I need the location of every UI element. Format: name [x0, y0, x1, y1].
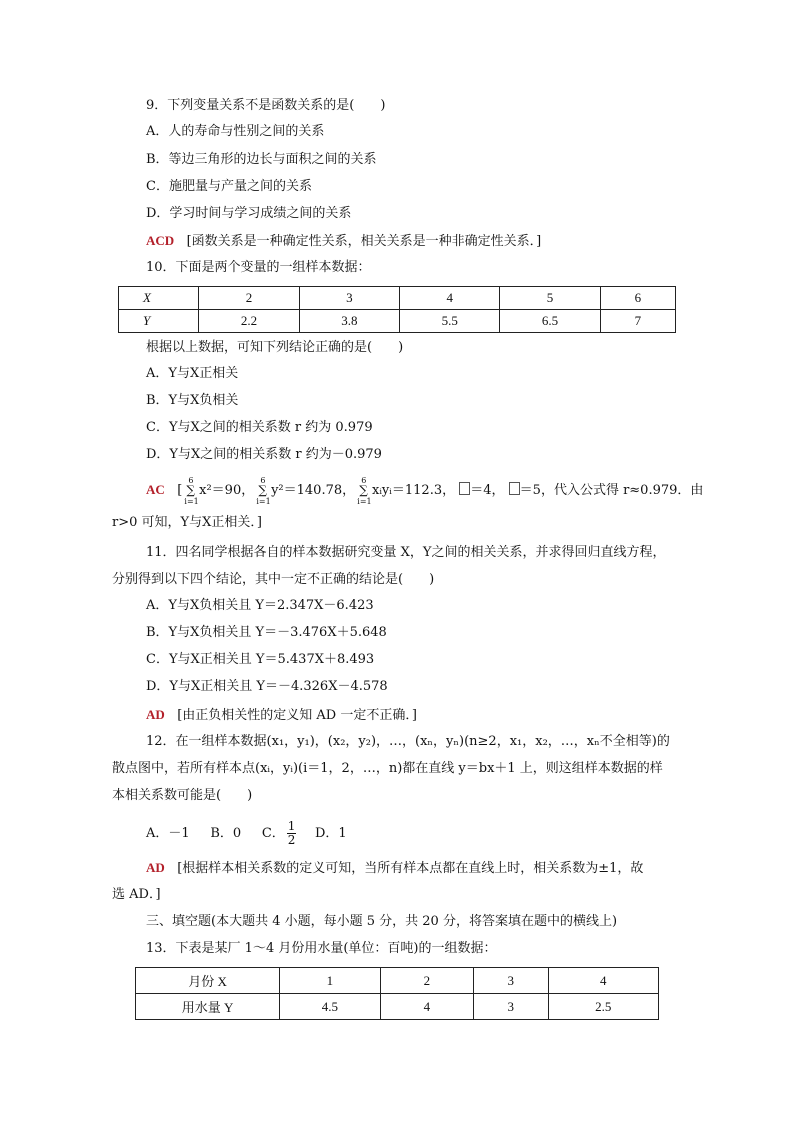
q12-option-c: C． [261, 826, 285, 841]
table-cell: 5.5 [400, 310, 500, 333]
q11-explanation: [由正负相关性的定义知 AD 一定不正确．] [177, 708, 417, 723]
q10-lead: 根据以上数据，可知下列结论正确的是( ) [146, 340, 404, 355]
table-cell: 5 [500, 287, 600, 310]
q9-answer: ACD [146, 233, 175, 248]
sum-bottom: i=1 [184, 497, 199, 506]
q11-answer-line [146, 706, 417, 725]
fraction-denominator: 2 [287, 833, 296, 847]
sum-bottom: i=1 [357, 497, 372, 506]
q12-stem-line2: 散点图中，若所有样本点(xᵢ，yᵢ)(i＝1，2，…，n)都在直线 y＝bx＋1 上，则这组样本数据的样 [112, 761, 663, 776]
sum-top: 6 [188, 476, 194, 485]
q12-answer-line [146, 859, 643, 878]
q12-options [146, 820, 347, 847]
q9-explanation: [函数关系是一种确定性关系，相关关系是一种非确定性关系．] [186, 234, 542, 249]
fraction-numerator: 1 [287, 819, 296, 833]
q11-option-c: C．Y与X正相关且 Y＝5.437X＋8.493 [146, 652, 375, 667]
table-row [119, 287, 676, 310]
q10-explain-d: ＝4， [470, 483, 505, 498]
q11-stem-line2: 分别得到以下四个结论，其中一定不正确的结论是( ) [112, 572, 435, 587]
table-row [119, 310, 676, 333]
q12-explanation-line2: 选 AD．] [112, 887, 161, 902]
q11-stem-line1: 11．四名同学根据各自的样本数据研究变量 X，Y之间的相关关系，并求得回归直线方程， [146, 545, 666, 560]
table-row [136, 968, 659, 994]
table-cell: 1 [280, 968, 380, 994]
table-cell: 4 [400, 287, 500, 310]
section-three-heading: 三、填空题(本大题共 4 小题，每小题 5 分，共 20 分，将答案填在题中的横线上) [146, 914, 618, 929]
table-cell: 3.8 [299, 310, 399, 333]
q12-option-a: A．－1 [146, 826, 190, 841]
table-cell: 6.5 [500, 310, 600, 333]
sum-symbol: ∑ 6 i=1 [186, 481, 195, 499]
sum-top: 6 [260, 476, 266, 485]
fraction [287, 820, 297, 847]
sum-symbol: ∑ 6 i=1 [258, 481, 267, 499]
sum-symbol: ∑ 6 i=1 [359, 481, 368, 499]
sum-top: 6 [361, 476, 367, 485]
q9-option-b: B．等边三角形的边长与面积之间的关系 [146, 152, 377, 167]
table-header-month: 月份 X [136, 968, 280, 994]
q11-option-d: D．Y与X正相关且 Y＝－4.326X－4.578 [146, 679, 388, 694]
y-bar-icon [509, 482, 520, 495]
table-cell: 6 [600, 287, 675, 310]
table-cell: 3 [474, 968, 549, 994]
q11-option-a: A．Y与X负相关且 Y＝2.347X－6.423 [146, 598, 374, 613]
q10-explain-e: ＝5，代入公式得 r≈0.979．由 [519, 483, 704, 498]
table-cell: 2.5 [548, 994, 658, 1020]
table-cell: 2 [199, 287, 299, 310]
table-header-water: 用水量 Y [136, 994, 280, 1020]
q10-answer: AC [146, 482, 165, 497]
q13-data-table [135, 967, 659, 1020]
table-cell: 2.2 [199, 310, 299, 333]
q10-option-a: A．Y与X正相关 [146, 366, 239, 381]
q9-answer-line [146, 232, 541, 251]
table-cell: 2 [380, 968, 473, 994]
table-cell: 4 [380, 994, 473, 1020]
q10-option-d: D．Y与X之间的相关系数 r 约为－0.979 [146, 447, 382, 462]
q10-option-b: B．Y与X负相关 [146, 393, 239, 408]
q9-option-c: C．施肥量与产量之间的关系 [146, 179, 312, 194]
q10-explain-b: y²＝140.78， [271, 483, 356, 498]
q13-stem: 13．下表是某厂 1～4 月份用水量(单位：百吨)的一组数据： [146, 941, 497, 956]
q10-explain-line2: r>0 可知，Y与X正相关．] [112, 515, 262, 530]
q10-option-c: C．Y与X之间的相关系数 r 约为 0.979 [146, 420, 373, 435]
q12-option-d: D．1 [314, 826, 347, 841]
table-cell: 4.5 [280, 994, 380, 1020]
q12-stem-line3: 本相关系数可能是( ) [112, 788, 253, 803]
q11-option-b: B．Y与X负相关且 Y＝－3.476X＋5.648 [146, 625, 387, 640]
table-cell: 3 [474, 994, 549, 1020]
table-header-y: Y [119, 310, 199, 333]
sum-bottom: i=1 [256, 497, 271, 506]
q11-answer: AD [146, 707, 165, 722]
q12-explanation-line1: [根据样本相关系数的定义可知，当所有样本点都在直线上时，相关系数为±1，故 [177, 861, 644, 876]
q10-explain-a: x²＝90， [199, 483, 255, 498]
q12-option-b: B．0 [210, 826, 242, 841]
x-bar-icon [459, 482, 470, 495]
q10-data-table [118, 286, 676, 333]
table-cell: 7 [600, 310, 675, 333]
q12-stem-line1: 12．在一组样本数据(x₁，y₁)，(x₂，y₂)，…，(xₙ，yₙ)(n≥2，x₁，x₂，…，xₙ不全相等)的 [146, 734, 670, 749]
q10-stem: 10．下面是两个变量的一组样本数据： [146, 260, 371, 275]
table-cell: 4 [548, 968, 658, 994]
q10-explain-c: xᵢyᵢ＝112.3， [371, 483, 456, 498]
q9-option-a: A．人的寿命与性别之间的关系 [146, 124, 325, 139]
q12-answer: AD [146, 860, 165, 875]
q9-stem: 9．下列变量关系不是函数关系的是( ) [146, 98, 386, 113]
table-cell: 3 [299, 287, 399, 310]
table-row [136, 994, 659, 1020]
q10-answer-line [146, 476, 704, 506]
q9-option-d: D．学习时间与学习成绩之间的关系 [146, 206, 352, 221]
table-header-x: X [119, 287, 199, 310]
q10-explain-open: [ [177, 483, 183, 498]
